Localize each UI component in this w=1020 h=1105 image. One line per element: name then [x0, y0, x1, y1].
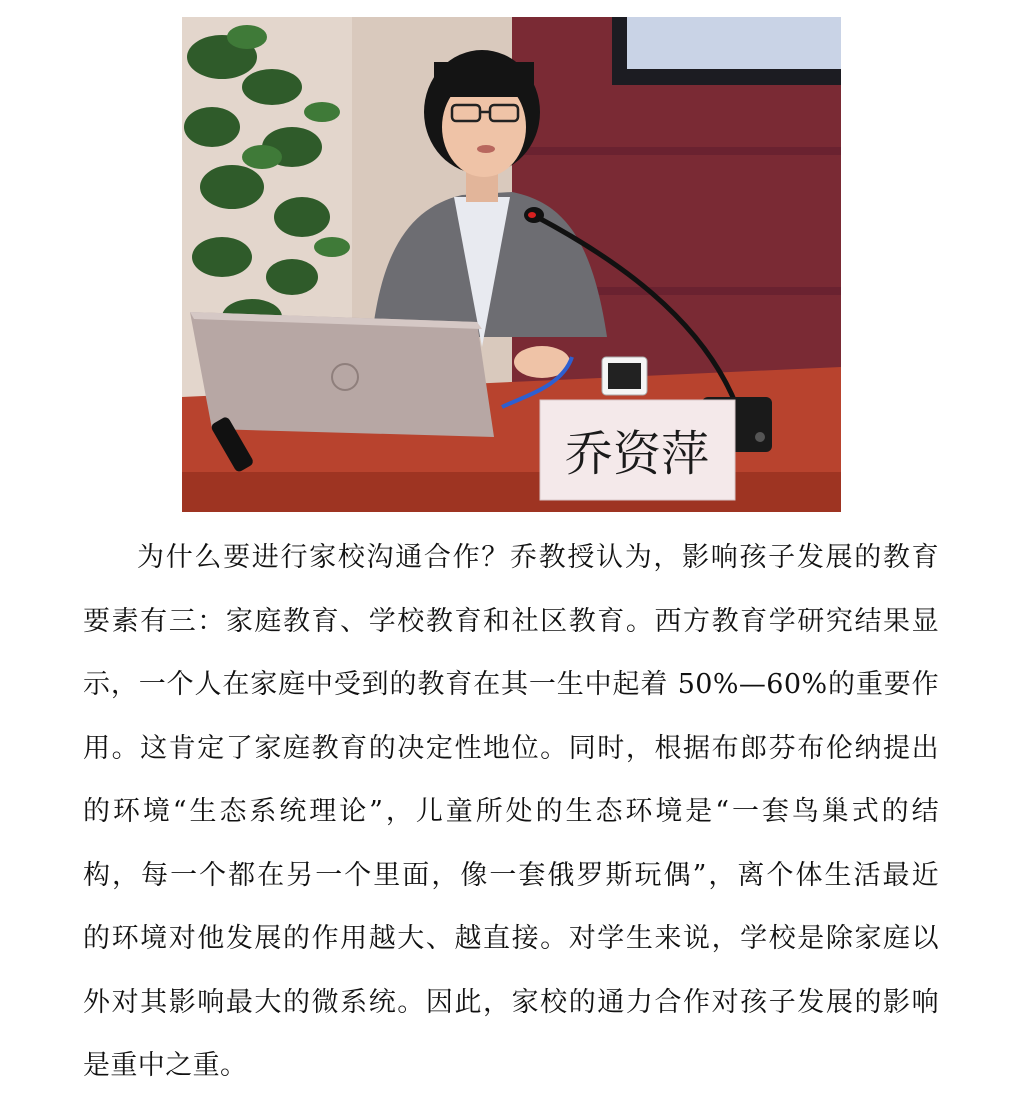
- paragraph-line: 的环境对他发展的作用越大、越直接。对学生来说，学校是除家庭以: [83, 923, 939, 954]
- article-body: [83, 526, 939, 1098]
- paragraph-line: 用。这肯定了家庭教育的决定性地位。同时，根据布郎芬布伦纳提出: [83, 732, 939, 764]
- paragraph-line: 示，一个人在家庭中受到的教育在其一生中起着 50%—60%的重要作: [83, 669, 939, 700]
- paragraph-line: 构，每一个都在另一个里面，像一套俄罗斯玩偶”，离个体生活最近: [83, 859, 939, 891]
- paragraph-line: 的环境“生态系统理论”，儿童所处的生态环境是“一套鸟巢式的结: [83, 796, 939, 827]
- laptop: [190, 312, 494, 437]
- paragraph-line: 为什么要进行家校沟通合作？乔教授认为，影响孩子发展的教育: [137, 542, 939, 573]
- speaker-photo: [182, 17, 841, 512]
- name-card-text: 乔资萍: [564, 426, 710, 482]
- paragraph-line: 外对其影响最大的微系统。因此，家校的通力合作对孩子发展的影响: [83, 986, 939, 1018]
- paragraph-line: 是重中之重。: [83, 1050, 248, 1081]
- paragraph-line: 要素有三：家庭教育、学校教育和社区教育。西方教育学研究结果显: [83, 605, 939, 637]
